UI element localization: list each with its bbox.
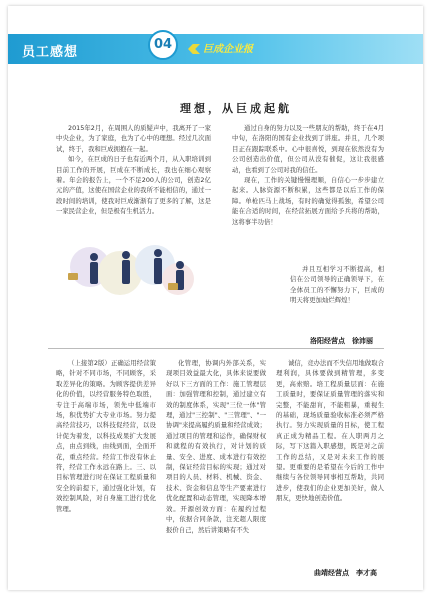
newsletter-logo [188, 40, 253, 55]
article2-column-3 [276, 358, 384, 558]
newsletter-page [8, 6, 423, 590]
article1-left-p1: 2015年2月，在周围人的质疑声中，我离开了一家中央企业，为了家庭，也为了心中的理想。经过几次面试，终于，我和巨成拥抱在一起。 [56, 124, 211, 153]
article1-right-p1: 通过自身的努力以及一些朋友的帮助，终于在4月中旬，在洛阳的国有企业找到了讲座。并且，几个项目正在跟踪联系中。心中很喜悦，到现在依然没有为公司创造出价值，但公司从没有催促，这让我很感动，也看到了公司对我的信任。 [232, 124, 384, 174]
section-header [8, 34, 423, 64]
article1-left-p2: 如今，在巨成的日子也有近两个月，从入职培训到目前工作的开展，巨成在不断成长，我也在细心观察着。年会的报告上，一个不足200人的公司，创造2亿元的产值，这使在国营企业的我所不能相信的，通过一段时间的培训，使我对巨成渐渐有了更多的了解，这是一家民营企业，但是极有生机活力。 [56, 155, 211, 216]
article1-author: 洛阳经营点 徐沛丽 [310, 337, 373, 345]
article1-title: 理想，从巨成起航 [180, 102, 292, 115]
article2-author: 曲靖经营点 李才高 [314, 569, 377, 577]
article1-right-column-end [290, 264, 384, 334]
section-title: 员工感想 [22, 45, 79, 60]
business-people-illustration [60, 235, 210, 307]
article2-col1-text: （上接第2版）正确运用经营策略，针对不同市场，不同顾客，采取差异化的策略。为顾客提供差异化的价值，以经营服务特色取胜，专注于高端市场，领先中低端市场，积优势扩大专业市场。努力提高经营技巧，以科技促经营，以设计促为着发，以科技成果扩大发展点，由点到线，由线到面，全面开花，重点经营。经营工作没有休止符，经营工作永远在路上。三、以目标管理进行时在保证工程质量和安全的前提下，通过强化计划，有效控制风险，对自身施工进行优化管理。 [56, 359, 156, 513]
article1-right-p2: 现在，工作的关键慢慢理顺，自信心一步步建立起来。人脉资源不断积累，这些都是以后工作的保障。单枪匹马上战场，有时的确觉得孤独，希望公司能在合适的时间，在经营拓展方面给予兵将的帮助，这将事半功倍！ [232, 176, 384, 226]
article1-right-p3: 并且互相学习不断提高，相信在公司领导的正确领导下，在全体员工的不懈努力下，巨成的明天将更加灿烂辉煌！ [290, 265, 384, 305]
article-divider [48, 348, 384, 349]
article1-right-column [232, 123, 384, 263]
logo-text: 巨成企业报 [203, 44, 253, 55]
logo-mark-icon [188, 44, 200, 54]
article2-column-1 [56, 358, 156, 576]
article2-col2-text: 化管理，协调内外部关系，实现项目效益最大化，具体来说要做好以下三方面的工作：施工管理层面：加强管理和控制，通过建立有效的制度体系，实现"三位一体"管理，通过"三控制"、"三管理"、"一协调"来提高履约质量和经营成效；通过项目的管理和运作，确保财权和就程的有效执行，对计划的质量、安全、进度、成本进行有效控制，保证经营目标的实现；通过对项目的人员、材料、机械、资金、技术、资金和信息等生产要素进行优化配置和动态管理，实现降本增效。开源创效方面：在履约过程中，依据合同条款，注充超人限度报价自己，然后讲策略有不失 [166, 359, 266, 534]
article2-col3-text: 诚信，竞办法而不失信用地做取合理利润，具体要做到精管理，多变更，高索赔。培工程质量层面：在施工质量时，要保证质量管理的落实和完整，不能甜肓，不能粗暴，重视生的基础，现场质量验收标准必须严格执行。努力实现质量的目标，使工程真正成为精品工程。在人职两月之际，写下这篇入职感想，既是对之前工作的总结，又是对未来工作的展望。更重要的是希望在今后的工作中继续与各位领导同事相互帮助，共同进步，使我们的企业更加美好，做人朋友，更快地创造价值。 [276, 359, 384, 503]
article2-column-2 [166, 358, 266, 576]
page-number: 04 [148, 30, 178, 60]
